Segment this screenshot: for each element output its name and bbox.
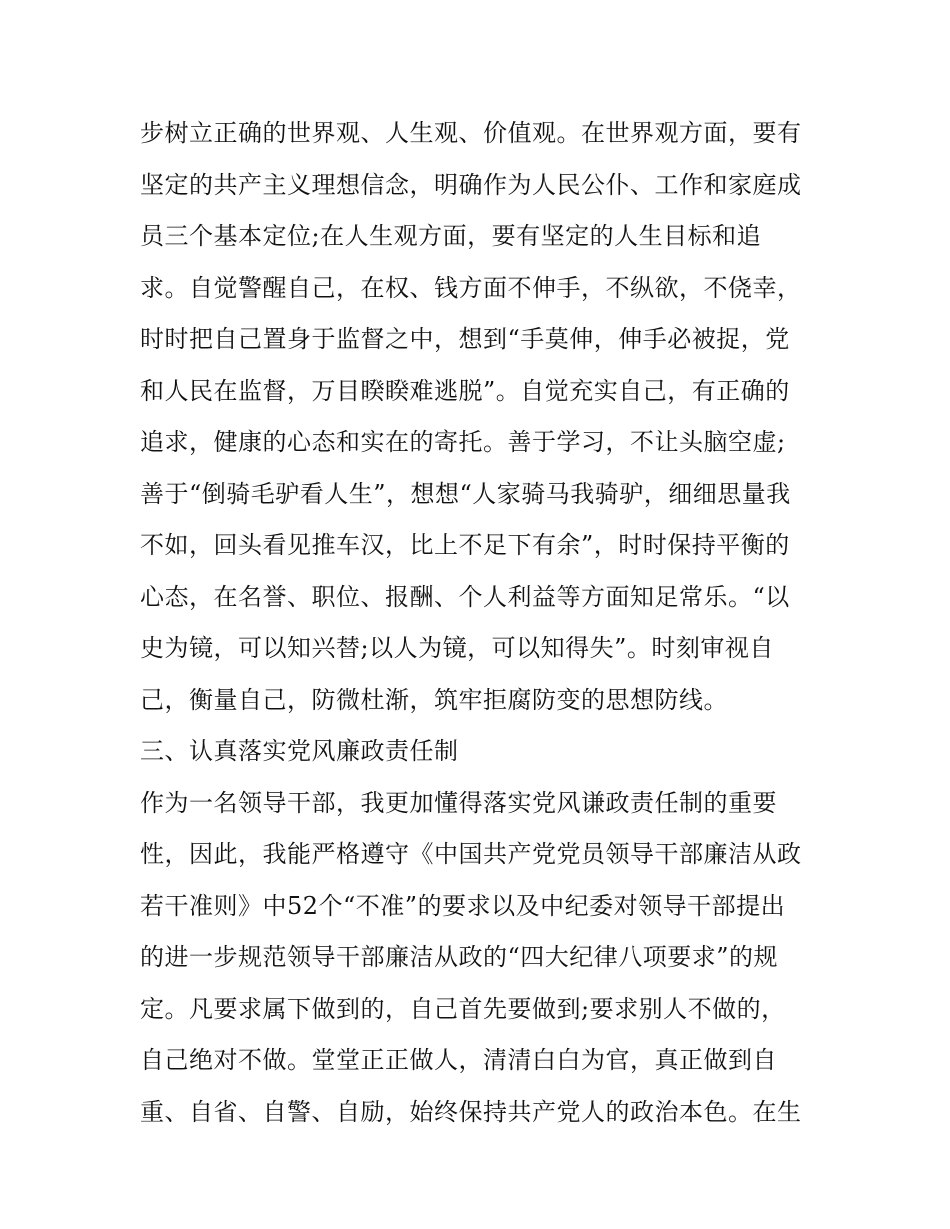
text-line: 重、自省、自警、自励，始终保持共产党人的政治本色。在生 bbox=[140, 1097, 802, 1126]
text-line: 自己绝对不做。堂堂正正做人，清清白白为官，真正做到自 bbox=[140, 1046, 777, 1074]
text-line: 时时把自己置身于监督之中，想到“手莫伸，伸手必被捉，党 bbox=[140, 325, 790, 353]
text-line: 追求，健康的心态和实在的寄托。善于学习，不让头脑空虚; bbox=[140, 428, 786, 456]
text-line: 若干准则》中52个“不准”的要求以及中纪委对领导干部提出 bbox=[140, 891, 786, 920]
text-line: 员三个基本定位;在人生观方面，要有坚定的人生目标和追 bbox=[140, 222, 762, 250]
text-line: 己，衡量自己，防微杜渐，筑牢拒腐防变的思想防线。 bbox=[140, 685, 728, 714]
text-line: 性，因此，我能严格遵守《中国共产党党员领导干部廉洁从政 bbox=[140, 840, 802, 868]
text-line: 善于“倒骑毛驴看人生”，想想“人家骑马我骑驴，细细思量我 bbox=[140, 479, 791, 508]
document-body bbox=[140, 108, 830, 1138]
text-line: 和人民在监督，万目睽睽难逃脱”。自觉充实自己，有正确的 bbox=[140, 376, 790, 405]
text-line: 求。自觉警醒自己，在权、钱方面不伸手，不纵欲，不侥幸， bbox=[140, 273, 802, 302]
text-line: 不如，回头看见推车汉，比上不足下有余”，时时保持平衡的 bbox=[140, 531, 790, 559]
section-heading: 三、认真落实党风廉政责任制 bbox=[140, 737, 459, 765]
text-line: 心态，在名誉、职位、报酬、个人利益等方面知足常乐。“以 bbox=[140, 582, 790, 611]
text-line: 作为一名领导干部，我更加懂得落实党风谦政责任制的重要 bbox=[140, 788, 777, 817]
text-line: 的进一步规范领导干部廉洁从政的“四大纪律八项要求”的规 bbox=[140, 943, 779, 971]
text-line: 史为镜，可以知兴替;以人为镜，可以知得失”。时刻审视自 bbox=[140, 634, 774, 662]
text-line: 坚定的共产主义理想信念，明确作为人民公仆、工作和家庭成 bbox=[140, 170, 802, 199]
text-line: 定。凡要求属下做到的，自己首先要做到;要求别人不做的， bbox=[140, 994, 786, 1023]
text-line: 步树立正确的世界观、人生观、价值观。在世界观方面，要有 bbox=[140, 119, 802, 147]
